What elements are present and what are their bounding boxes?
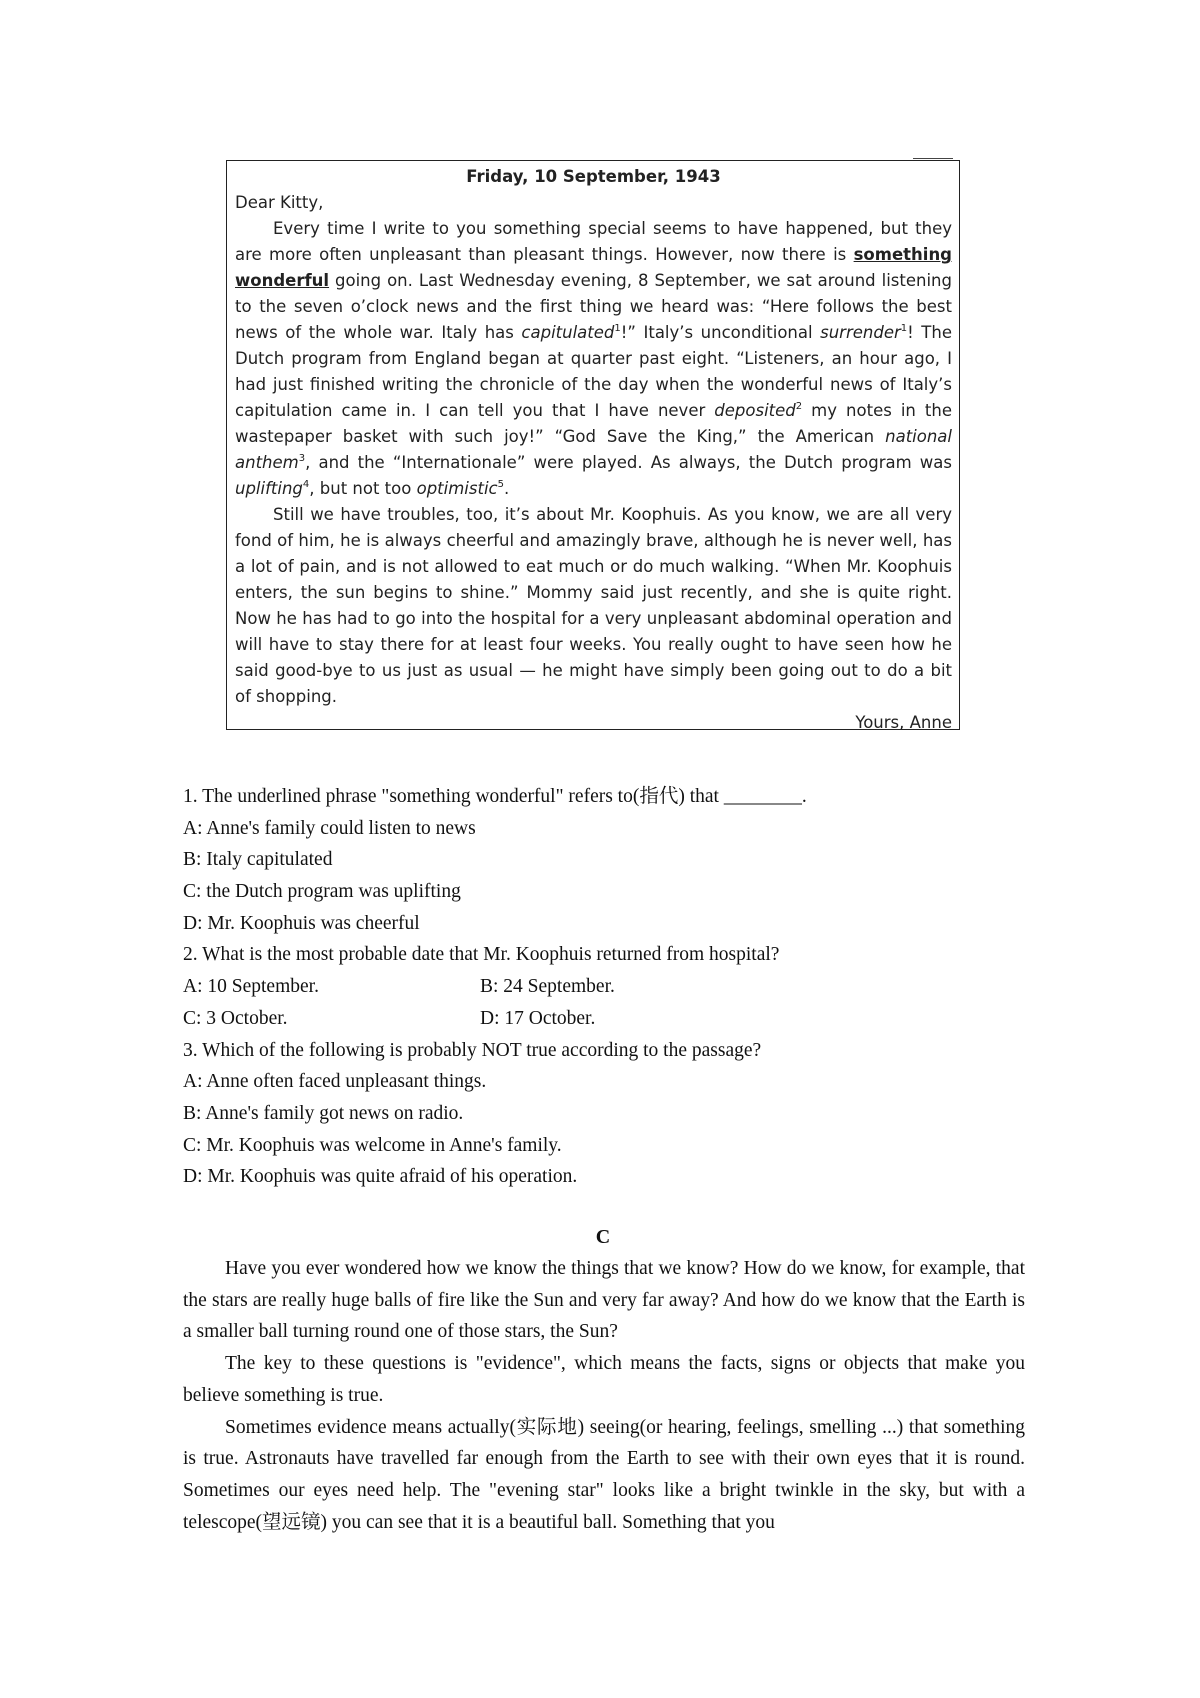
- underlined-phrase: something wonderful: [235, 245, 952, 290]
- option-1b: B: Italy capitulated: [183, 849, 333, 871]
- footnote-marker: 1: [900, 323, 908, 334]
- footnote-marker: 2: [795, 401, 803, 412]
- letter-greeting: Dear Kitty,: [235, 193, 324, 212]
- glossed-word: deposited: [714, 401, 796, 420]
- option-2b: B: 24 September.: [480, 976, 615, 998]
- option-3d: D: Mr. Koophuis was quite afraid of his operation.: [183, 1166, 578, 1188]
- letter-paragraph-1: Every time I write to you something special seems to have happened, but they are more often unpleasant than pleasant things. However, now there is something wonderful going on. Last Wednesday evening, 8 September, we sat around listening to the seven o’clock news and the first thing we heard was: “Here follows the best news of the whole war. Italy has capitulated$^1$!” Italy’s unconditional surrender$^1$! The Dutch program from England began at quarter past eight. “Listeners, an hour ago, I had just finished writing the chronicle of the day when the wonderful news of Italy’s capitulation came in. I can tell you that I have never deposited$^2$ my notes in the wastepaper basket with such joy!” “God Save the King,” the American national anthem$^3$, and the “Internationale” were played. As always, the Dutch program was uplifting$^4$, but not too optimistic$^5$.: [235, 219, 952, 498]
- option-3c: C: Mr. Koophuis was welcome in Anne's family.: [183, 1134, 562, 1156]
- letter-date: Friday, 10 September, 1943: [466, 167, 721, 186]
- option-row-2ab: [183, 971, 1023, 1003]
- section-c-passage: [183, 1253, 1025, 1538]
- glossed-word: national anthem: [235, 427, 952, 472]
- passage-paragraph-2: The key to these questions is "evidence", which means the facts, signs or objects that make you believe something is true.: [183, 1353, 1025, 1406]
- option-3a: A: Anne often faced unpleasant things.: [183, 1071, 487, 1093]
- option-2c: C: 3 October.: [183, 1007, 288, 1029]
- passage-paragraph-3: Sometimes evidence means actually(实际地) seeing(or hearing, feelings, smelling ...) that something is true. Astronauts have travelled far enough from the Earth to see with their own eyes that it is round. Sometimes our eyes need help. The "evening star" looks like a bright twinkle in the sky, but with a telescope(望远镜) you can see that it is a beautiful ball. Something that you: [183, 1416, 1025, 1533]
- glossed-word: surrender: [820, 323, 901, 342]
- footnote-marker: 3: [298, 453, 306, 464]
- diary-letter-box: [226, 160, 960, 730]
- question-2: 2. What is the most probable date that Mr. Koophuis returned from hospital?: [183, 944, 780, 966]
- option-1d: D: Mr. Koophuis was cheerful: [183, 912, 420, 934]
- option-row-2cd: [183, 1003, 1023, 1035]
- option-2d: D: 17 October.: [480, 1007, 596, 1029]
- option-1a: A: Anne's family could listen to news: [183, 817, 476, 839]
- footnote-marker: 4: [302, 479, 310, 490]
- option-3b: B: Anne's family got news on radio.: [183, 1102, 464, 1124]
- question-1: 1. The underlined phrase "something wonderful" refers to(指代) that ________.: [183, 786, 807, 807]
- glossed-word: uplifting: [235, 479, 303, 498]
- section-heading: C: [595, 1226, 611, 1248]
- letter-signature: Yours, Anne: [855, 713, 952, 732]
- decorative-rule: [913, 158, 953, 159]
- letter-paragraph-2: Still we have troubles, too, it’s about Mr. Koophuis. As you know, we are all very fond of him, he is always cheerful and amazingly brave, although he is never well, has a lot of pain, and is not allowed to eat much or do much walking. “When Mr. Koophuis enters, the sun begins to shine.” Mommy said just recently, and she is quite right. Now he has had to go into the hospital for a very unpleasant abdominal operation and will have to stay there for at least four weeks. You really ought to have seen how he said good-bye to us just as usual — he might have simply been going out to do a bit of shopping.: [235, 505, 952, 706]
- passage-paragraph-1: Have you ever wondered how we know the things that we know? How do we know, for example, that the stars are really huge balls of fire like the Sun and very far away? And how do we know that the Earth is a smaller ball turning round one of those stars, the Sun?: [183, 1258, 1025, 1343]
- glossed-word: capitulated: [521, 323, 615, 342]
- question-list: [183, 781, 1023, 1193]
- option-1c: C: the Dutch program was uplifting: [183, 881, 461, 903]
- question-3: 3. Which of the following is probably NOT true according to the passage?: [183, 1039, 762, 1061]
- glossed-word: optimistic: [416, 479, 498, 498]
- footnote-marker: 1: [614, 323, 621, 334]
- footnote-marker: 5: [497, 479, 504, 490]
- option-2a: A: 10 September.: [183, 976, 319, 998]
